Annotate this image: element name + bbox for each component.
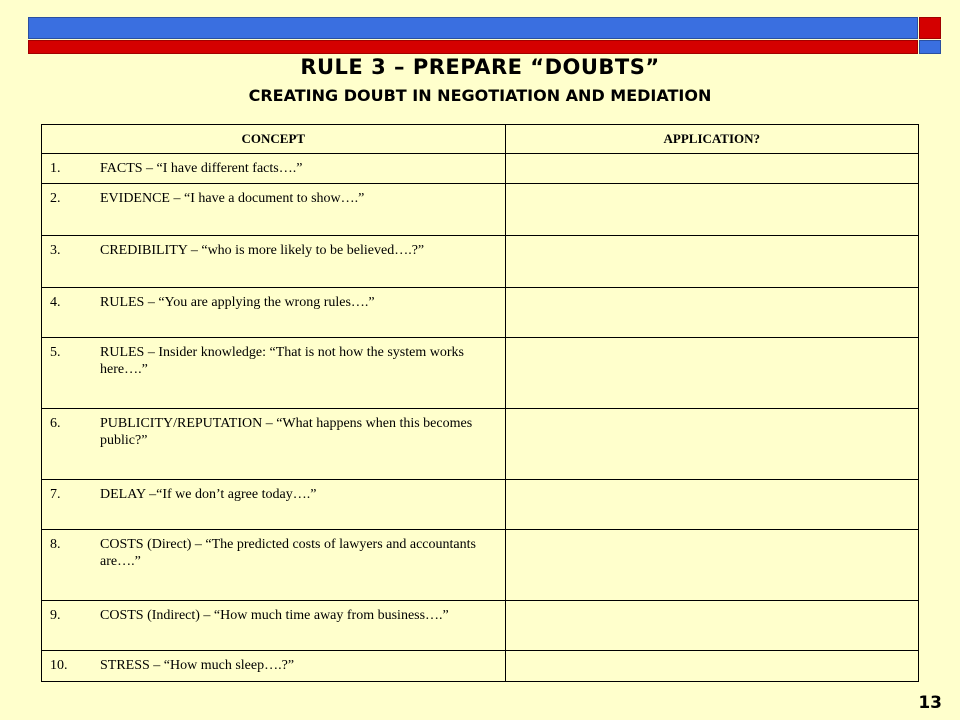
concept-text: FACTS – “I have different facts….”	[100, 161, 303, 176]
concept-text: STRESS – “How much sleep….?”	[100, 658, 295, 673]
application-cell[interactable]	[505, 236, 918, 288]
row-number: 5.	[50, 345, 61, 360]
concept-application-table	[41, 124, 919, 682]
concept-cell	[42, 651, 506, 682]
table-row	[42, 338, 919, 409]
table-row	[42, 288, 919, 338]
row-number: 9.	[50, 608, 61, 623]
row-number: 6.	[50, 416, 61, 431]
slide-title: RULE 3 – PREPARE “DOUBTS”	[300, 55, 660, 79]
header-blue-bar	[28, 17, 918, 39]
application-cell[interactable]	[505, 184, 918, 236]
row-number: 7.	[50, 487, 61, 502]
header-red-bar	[28, 40, 918, 54]
concept-text: RULES – “You are applying the wrong rules….”	[100, 295, 375, 310]
concept-cell	[42, 184, 506, 236]
row-number: 1.	[50, 161, 61, 176]
concept-cell	[42, 480, 506, 530]
concept-cell	[42, 601, 506, 651]
slide-subtitle: CREATING DOUBT IN NEGOTIATION AND MEDIATION	[248, 86, 712, 105]
table-row	[42, 601, 919, 651]
table-row	[42, 184, 919, 236]
concept-text: RULES – Insider knowledge: “That is not how the system works here….”	[100, 345, 464, 377]
application-cell[interactable]	[505, 409, 918, 480]
row-number: 3.	[50, 243, 61, 258]
header-blue-square	[919, 40, 941, 54]
concept-text: PUBLICITY/REPUTATION – “What happens when this becomes public?”	[100, 416, 473, 448]
application-cell[interactable]	[505, 651, 918, 682]
concept-text: COSTS (Indirect) – “How much time away from business….”	[100, 608, 449, 623]
concept-cell	[42, 530, 506, 601]
table-row	[42, 236, 919, 288]
concept-text: COSTS (Direct) – “The predicted costs of lawyers and accountants are….”	[100, 537, 476, 569]
table-row	[42, 154, 919, 184]
concept-cell	[42, 409, 506, 480]
table-header-row	[42, 125, 919, 154]
row-number: 4.	[50, 295, 61, 310]
application-cell[interactable]	[505, 338, 918, 409]
header-red-square	[919, 17, 941, 39]
page-number: 13	[918, 693, 942, 713]
concept-cell	[42, 338, 506, 409]
concept-cell	[42, 288, 506, 338]
application-cell[interactable]	[505, 530, 918, 601]
table-row	[42, 409, 919, 480]
application-cell[interactable]	[505, 154, 918, 184]
application-cell[interactable]	[505, 480, 918, 530]
concept-text: CREDIBILITY – “who is more likely to be believed….?”	[100, 243, 425, 258]
table-row	[42, 480, 919, 530]
table-row	[42, 530, 919, 601]
row-number: 8.	[50, 537, 61, 552]
concept-text: EVIDENCE – “I have a document to show….”	[100, 191, 365, 206]
row-number: 2.	[50, 191, 61, 206]
table-row	[42, 651, 919, 682]
concept-header: CONCEPT	[42, 125, 506, 154]
concept-cell	[42, 236, 506, 288]
application-header: APPLICATION?	[505, 125, 918, 154]
application-cell[interactable]	[505, 601, 918, 651]
application-cell[interactable]	[505, 288, 918, 338]
row-number: 10.	[50, 658, 68, 673]
concept-cell	[42, 154, 506, 184]
concept-text: DELAY –“If we don’t agree today….”	[100, 487, 317, 502]
